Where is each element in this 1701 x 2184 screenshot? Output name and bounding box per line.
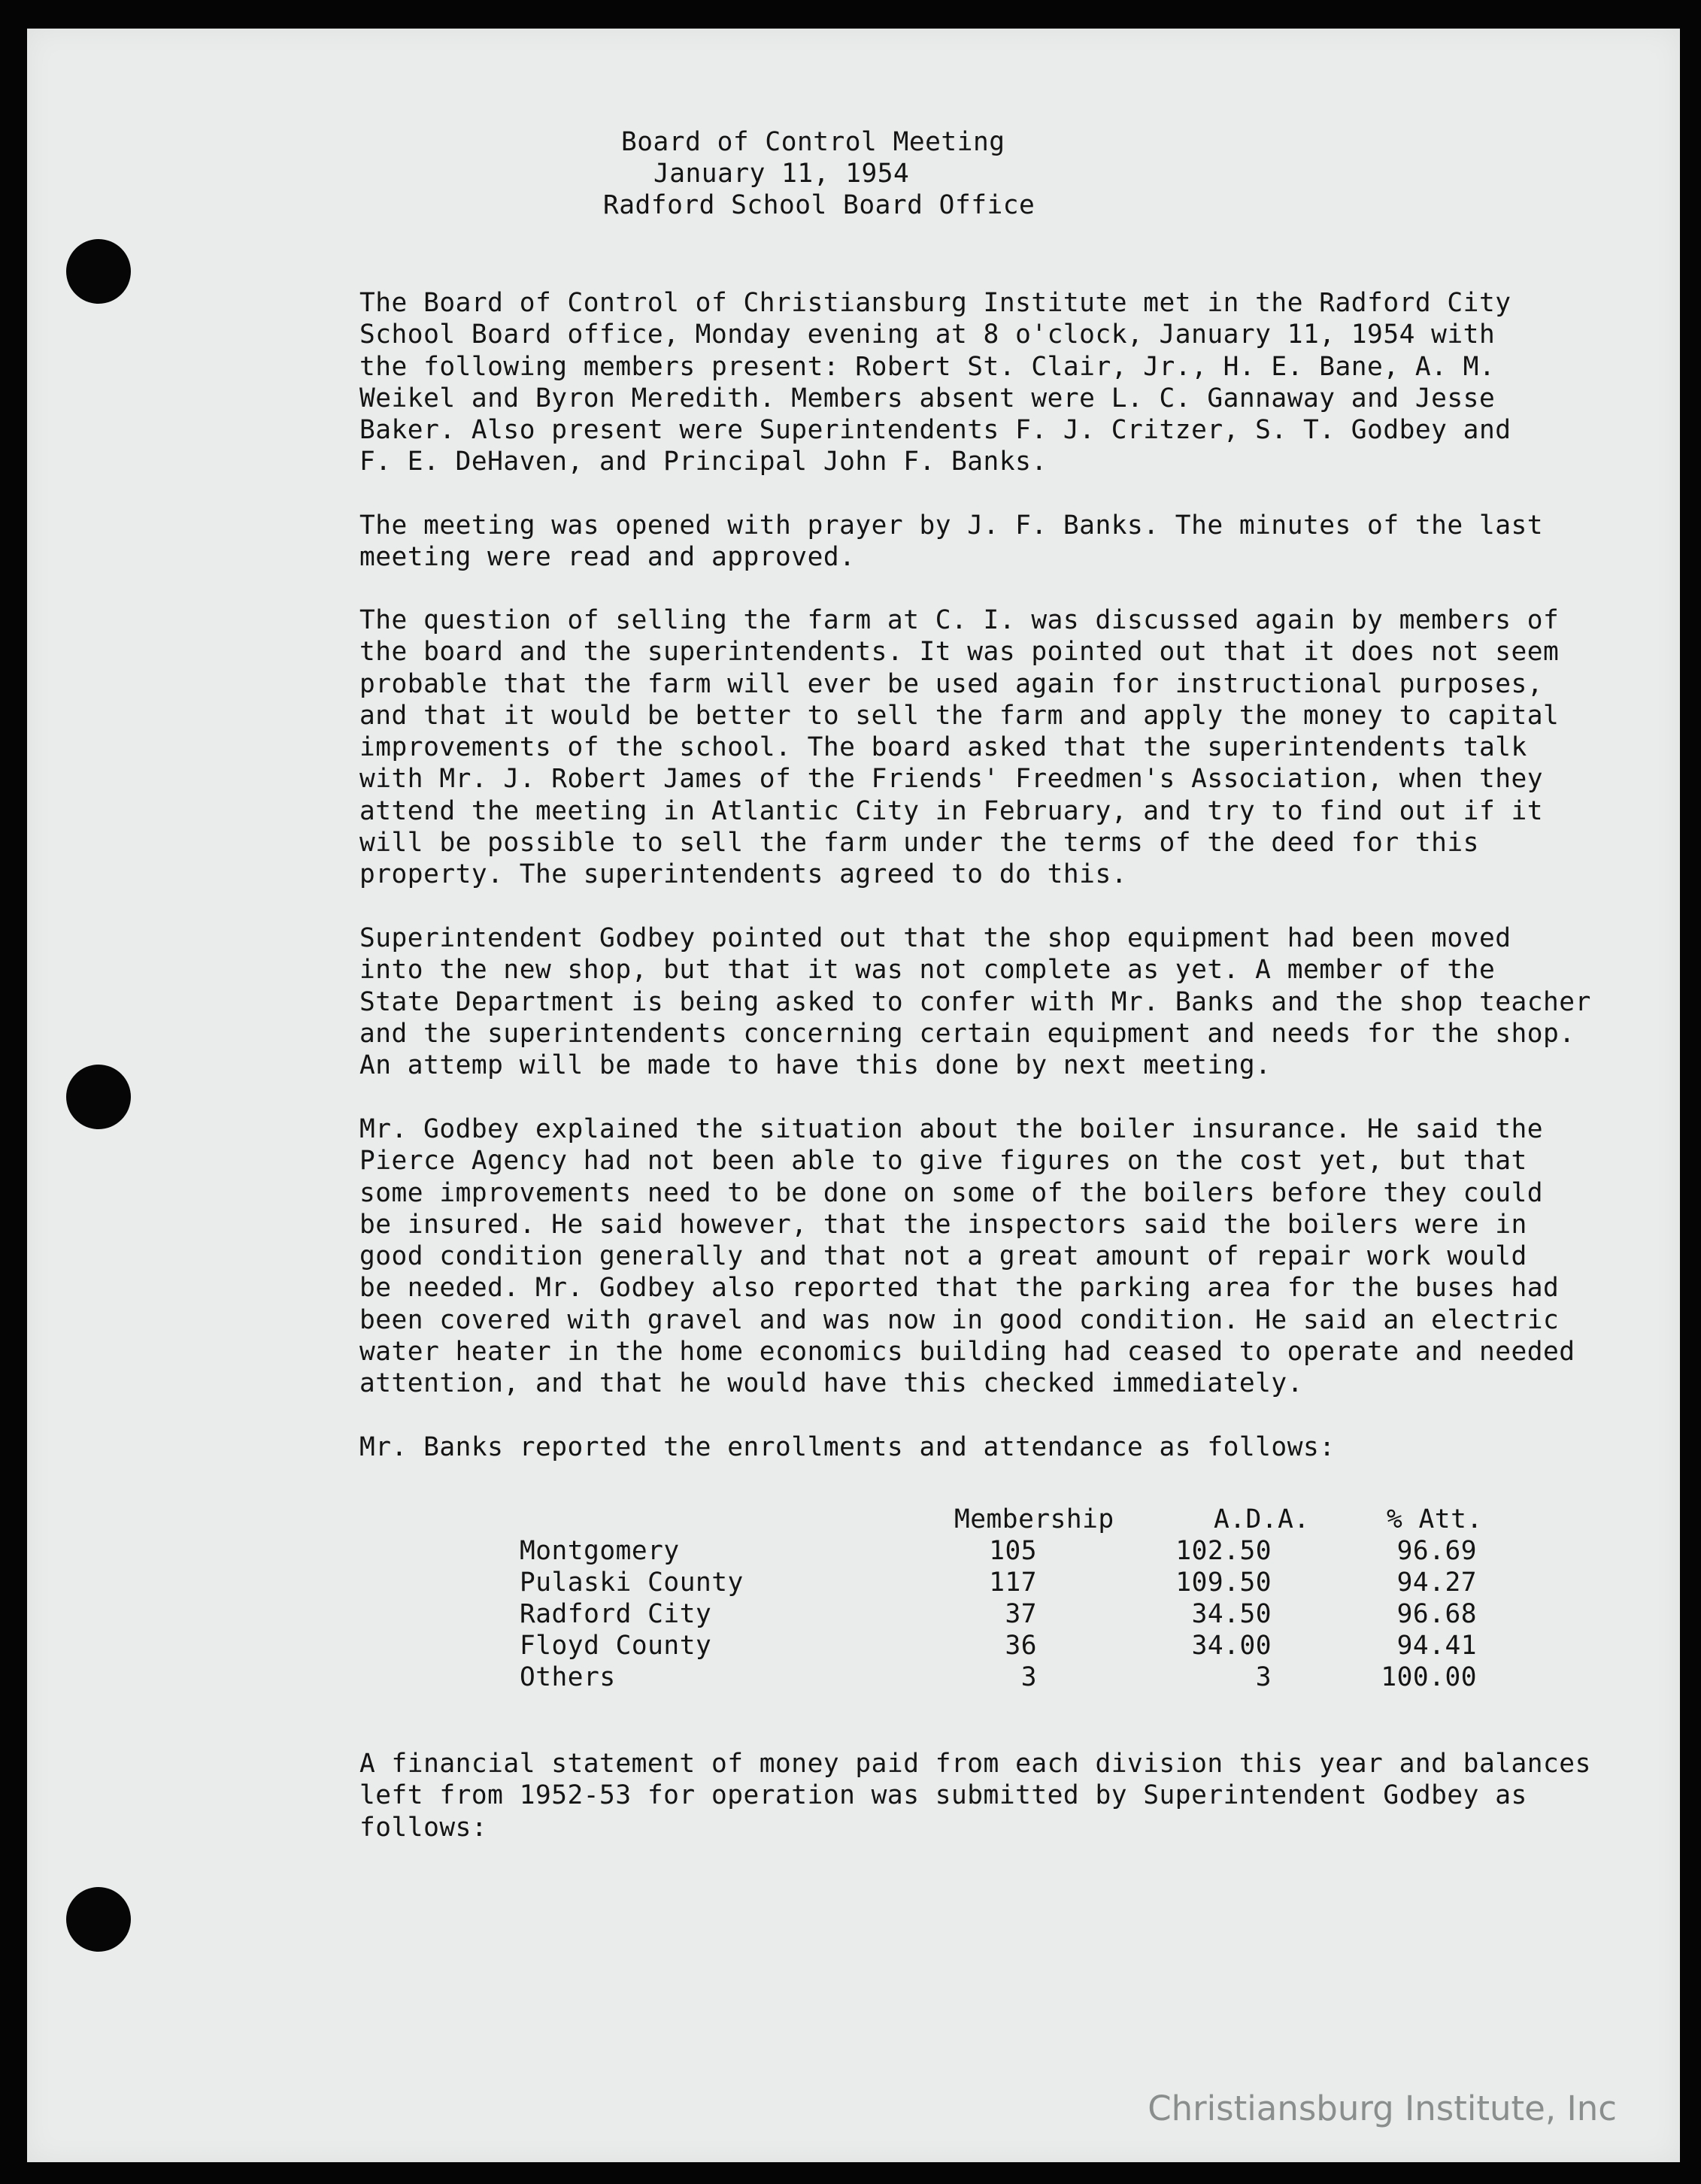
row-ada: 3 [1255,1662,1272,1692]
punch-hole [66,239,131,304]
row-membership: 3 [1020,1662,1037,1692]
row-attendance: 94.27 [1396,1568,1477,1598]
row-ada: 109.50 [1175,1568,1272,1598]
row-attendance: 100.00 [1381,1662,1477,1692]
row-membership: 37 [1005,1599,1037,1629]
column-header-membership: Membership [954,1504,1114,1534]
row-attendance: 96.69 [1396,1536,1477,1566]
paragraph-shop-equipment: Superintendent Godbey pointed out that the shop equipment had been moved into the new shop, but that it was not complete as yet. A member of the State Department is being asked to confer with Mr. Banks and the shop teacher and the superintendents concerning certain equipment and needs for the shop. An attemp will be made to have this done by next meeting. [359,923,1591,1081]
column-header-attendance: % Att. [1387,1504,1483,1534]
document-page [27,29,1680,2162]
row-division-name: Montgomery [520,1536,680,1566]
row-ada: 102.50 [1175,1536,1272,1566]
paragraph-financial-statement: A financial statement of money paid from each division this year and balances left from 1952-53 for operation was submitted by Superintendent Godbey as follows: [359,1749,1591,1843]
row-membership: 117 [989,1568,1037,1598]
column-header-ada: A.D.A. [1214,1504,1310,1534]
row-division-name: Pulaski County [520,1568,744,1598]
paragraph-attendance: The Board of Control of Christiansburg Institute met in the Radford City School Board office, Monday evening at 8 o'clock, January 11, 1954 with the following members present: Robert St. Clair, Jr., H. E. Bane, A. M. Weikel and Byron Meredith. Members absent were L. C. Gannaway and Jesse Baker. Also present were Superintendents F. J. Critzer, S. T. Godbey and F. E. DeHaven, and Principal John F. Banks. [359,288,1511,477]
row-membership: 36 [1005,1631,1037,1661]
table-row [27,1598,1680,1630]
table-row [27,1630,1680,1661]
paragraph-boiler-insurance: Mr. Godbey explained the situation about the boiler insurance. He said the Pierce Agency had not been able to give figures on the cost yet, but that some improvements need to be done on some of the boilers before they could be insured. He said however, that the inspectors said the boilers were in good condition generally and that not a great amount of repair work would be needed. Mr. Godbey also reported that the parking area for the buses had been covered with gravel and was now in good condition. He said an electric water heater in the home economics building had ceased to operate and needed attention, and that he would have this checked immediately. [359,1114,1575,1399]
meeting-date: January 11, 1954 [653,159,910,189]
row-attendance: 96.68 [1396,1599,1477,1629]
punch-hole [66,1887,131,1952]
row-division-name: Radford City [520,1599,712,1629]
meeting-location: Radford School Board Office [603,190,1035,220]
row-division-name: Others [520,1662,616,1692]
table-row [27,1567,1680,1598]
enrollment-table [27,1504,1680,1729]
row-membership: 105 [989,1536,1037,1566]
row-ada: 34.00 [1191,1631,1272,1661]
punch-hole [66,1065,131,1129]
table-row [27,1535,1680,1567]
paragraph-enrollment-intro: Mr. Banks reported the enrollments and attendance as follows: [359,1432,1336,1462]
paragraph-farm-sale: The question of selling the farm at C. I. was discussed again by members of the board and the superintendents. It was pointed out that it does not seem probable that the farm will ever be used again for instructional purposes, and that it would be better to sell the farm and apply the money to capital improvements of the school. The board asked that the superintendents talk with Mr. J. Robert James of the Friends' Freedmen's Association, when they attend the meeting in Atlantic City in February, and try to find out if it will be possible to sell the farm under the terms of the deed for this property. The superintendents agreed to do this. [359,605,1560,890]
table-row [27,1661,1680,1693]
meeting-title: Board of Control Meeting [621,127,1005,157]
paragraph-opening: The meeting was opened with prayer by J. F. Banks. The minutes of the last meeting were read and approved. [359,510,1544,573]
row-division-name: Floyd County [520,1631,712,1661]
row-attendance: 94.41 [1396,1631,1477,1661]
row-ada: 34.50 [1191,1599,1272,1629]
watermark-text: Christiansburg Institute, Inc [1148,2089,1617,2128]
